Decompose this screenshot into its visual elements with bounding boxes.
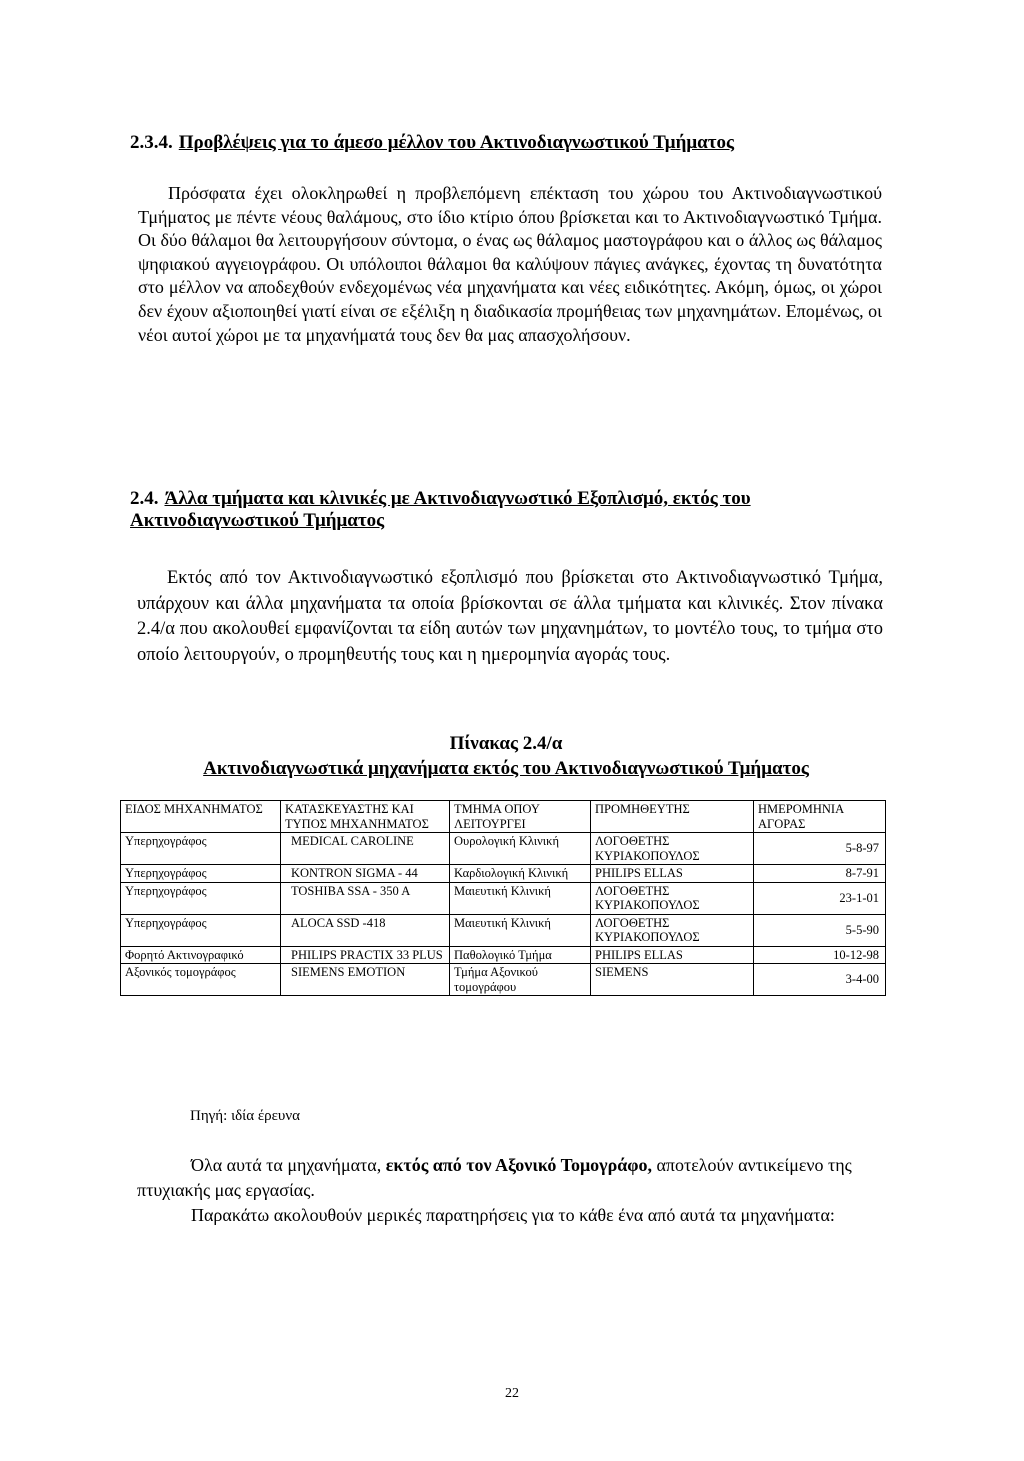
cell-supplier: PHILIPS ELLAS: [591, 946, 754, 964]
cell-supplier: ΛΟΓΟΘΕΤΗΣ ΚΥΡΙΑΚΟΠΟΥΛΟΣ: [591, 882, 754, 914]
cell-supplier: SIEMENS: [591, 964, 754, 996]
cell-date: 23-1-01: [754, 882, 886, 914]
section-heading-2-3-4: [130, 132, 890, 154]
cell-type: Υπερηχογράφος: [121, 882, 281, 914]
table-source: Πηγή: ιδία έρευνα: [190, 1108, 300, 1124]
cell-model: MEDICAL CAROLINE: [281, 833, 450, 865]
cell-department: Παθολογικό Τμήμα: [450, 946, 591, 964]
paragraph-text: Πρόσφατα έχει ολοκληρωθεί η προβλεπόμενη επέκταση του χώρου του Ακτινοδιαγνωστικού Τμήματος με πέντε νέους θαλάμους, στο ίδιο κτίριο όπου βρίσκεται και το Ακτινοδιαγνωστικό Τμήμα. Οι δύο θάλαμοι θα λειτουργήσουν σύντομα, ο ένας ως θάλαμος μαστογράφου και ο άλλος ως θάλαμος ψηφιακού αγγειογράφου. Οι υπόλοιποι θάλαμοι θα καλύψουν πάγιες ανάγκες, έχοντας τη δυνατότητα στο μέλλον να αποδεχθούν ενδεχομένως νέα μηχανήματα και νέες ειδικότητες. Ακόμη, όμως, οι χώροι δεν έχουν αξιοποιηθεί γιατί είναι σε εξέλιξη η διαδικασία προμήθειας των μηχανημάτων. Επομένως, οι νέοι αυτοί χώροι με τα μηχανήματά τους δεν θα μας απασχολήσουν.: [138, 183, 882, 345]
paragraph-text: Εκτός από τον Ακτινοδιαγνωστικό εξοπλισμό που βρίσκεται στο Ακτινοδιαγνωστικό Τμήμα, υπάρχουν και άλλα μηχανήματα τα οποία βρίσκονται σε άλλα τμήματα και κλινικές. Στον πίνακα 2.4/α που ακολουθεί εμφανίζονται τα είδη αυτών των μηχανημάτων, το μοντέλο τους, το τμήμα στο οποίο λειτουργούν, ο προμηθευτής τους και η ημερομηνία αγοράς τους.: [137, 568, 883, 665]
cell-department: Ουρολογική Κλινική: [450, 833, 591, 865]
cell-model: PHILIPS PRACTIX 33 PLUS: [281, 946, 450, 964]
cell-department: Καρδιολογική Κλινική: [450, 865, 591, 883]
section-number: 2.3.4.: [130, 132, 173, 153]
cell-type: Αξονικός τομογράφος: [121, 964, 281, 996]
table-number: Πίνακας 2.4/α: [449, 733, 563, 754]
cell-model: ALOCA SSD -418: [281, 914, 450, 946]
cell-type: Φορητό Ακτινογραφικό: [121, 946, 281, 964]
header-cell: ΕΙΔΟΣ ΜΗΧΑΝΗΜΑΤΟΣ: [121, 801, 281, 833]
section-paragraph: [138, 182, 882, 347]
closing-text-2: Παρακάτω ακολουθούν μερικές παρατηρήσεις για το κάθε ένα από αυτά τα μηχανήματα:: [191, 1205, 835, 1225]
cell-supplier: ΛΟΓΟΘΕΤΗΣ ΚΥΡΙΑΚΟΠΟΥΛΟΣ: [591, 914, 754, 946]
cell-type: Υπερηχογράφος: [121, 865, 281, 883]
table-row: [121, 882, 886, 914]
header-cell: ΠΡΟΜΗΘΕΥΤΗΣ: [591, 801, 754, 833]
cell-department: Μαιευτική Κλινική: [450, 914, 591, 946]
cell-date: 10-12-98: [754, 946, 886, 964]
cell-department: Τμήμα Αξονικού τομογράφου: [450, 964, 591, 996]
header-cell: ΚΑΤΑΣΚΕΥΑΣΤΗΣ ΚΑΙ ΤΥΠΟΣ ΜΗΧΑΝΗΜΑΤΟΣ: [281, 801, 450, 833]
equipment-table: [120, 800, 886, 996]
cell-model: TOSHIBA SSA - 350 A: [281, 882, 450, 914]
table-row: [121, 833, 886, 865]
closing-paragraph: [137, 1153, 883, 1228]
header-cell: ΤΜΗΜΑ ΟΠΟΥ ΛΕΙΤΟΥΡΓΕΙ: [450, 801, 591, 833]
cell-date: 5-8-97: [754, 833, 886, 865]
table-row: [121, 865, 886, 883]
cell-date: 3-4-00: [754, 964, 886, 996]
cell-type: Υπερηχογράφος: [121, 833, 281, 865]
cell-supplier: PHILIPS ELLAS: [591, 865, 754, 883]
page-number: 22: [505, 1386, 519, 1401]
closing-text-start: Όλα αυτά τα μηχανήματα,: [191, 1155, 386, 1175]
cell-supplier: ΛΟΓΟΘΕΤΗΣ ΚΥΡΙΑΚΟΠΟΥΛΟΣ: [591, 833, 754, 865]
closing-text: [137, 1153, 883, 1203]
table-header-row: [121, 801, 886, 833]
cell-date: 5-5-90: [754, 914, 886, 946]
section-number: 2.4.: [130, 488, 159, 509]
cell-type: Υπερηχογράφος: [121, 914, 281, 946]
table-title: Ακτινοδιαγνωστικά μηχανήματα εκτός του Ακτινοδιαγνωστικού Τμήματος: [203, 758, 809, 779]
table-row: [121, 964, 886, 996]
cell-model: SIEMENS EMOTION: [281, 964, 450, 996]
section-paragraph: [137, 566, 883, 668]
header-cell: ΗΜΕΡΟΜΗΝΙΑ ΑΓΟΡΑΣ: [754, 801, 886, 833]
section-title: Προβλέψεις για το άμεσο μέλλον του Ακτινοδιαγνωστικού Τμήματος: [178, 132, 735, 153]
cell-model: KONTRON SIGMA - 44: [281, 865, 450, 883]
table-row: [121, 946, 886, 964]
table-row: [121, 914, 886, 946]
closing-text-end: αποτελούν αντικείμενο της πτυχιακής μας εργασίας.: [137, 1155, 852, 1200]
table-caption: [128, 731, 884, 781]
cell-date: 8-7-91: [754, 865, 886, 883]
section-heading-2-4: [130, 488, 890, 532]
section-title: Άλλα τμήματα και κλινικές με Ακτινοδιαγνωστικό Εξοπλισμό, εκτός του Ακτινοδιαγνωστικού Τμήματος: [130, 488, 751, 531]
cell-department: Μαιευτική Κλινική: [450, 882, 591, 914]
closing-text-emphasis: εκτός από τον Αξονικό Τομογράφο,: [385, 1155, 652, 1175]
